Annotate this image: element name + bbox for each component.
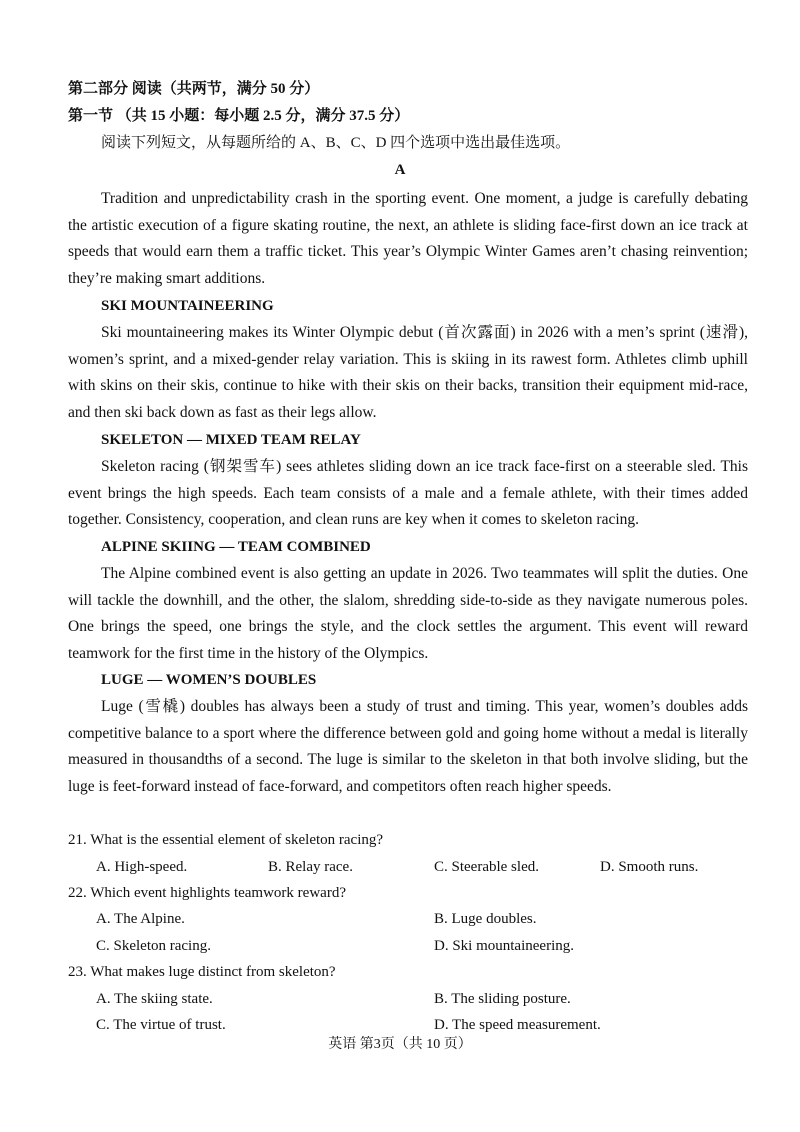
- page-footer: 英语 第3页（共 10 页）: [328, 1037, 472, 1052]
- question-22-option-c[interactable]: C. Skeleton racing.: [96, 938, 211, 954]
- question-23-stem: 23. What makes luge distinct from skeleton?: [68, 964, 336, 980]
- question-22-option-d[interactable]: D. Ski mountaineering.: [434, 938, 574, 954]
- part-title: 第二部分 阅读（共两节，满分 50 分）: [68, 81, 320, 97]
- question-21-option-a[interactable]: A. High-speed.: [96, 859, 188, 875]
- section-heading-luge: LUGE — WOMEN’S DOUBLES: [101, 672, 317, 688]
- question-23-option-b[interactable]: B. The sliding posture.: [434, 991, 571, 1007]
- section-heading-skeleton: SKELETON — MIXED TEAM RELAY: [101, 432, 361, 448]
- passage-intro: Tradition and unpredictability crash in the sporting event. One moment, a judge is carefully debating the artistic execution of a figure skating routine, the next, an athlete is sliding face-first down an ice track at speeds that would earn them a traffic ticket. This year’s Olympic Winter Games aren’t chasing reinvention; they’re making smart additions.: [68, 190, 748, 288]
- section-heading-alpine-skiing: ALPINE SKIING — TEAM COMBINED: [101, 539, 371, 555]
- passage-label: A: [394, 162, 406, 178]
- instructions: 阅读下列短文，从每题所给的 A、B、C、D 四个选项中选出最佳选项。: [101, 135, 571, 151]
- subsection-title: 第一节 （共 15 小题：每小题 2.5 分，满分 37.5 分）: [68, 108, 410, 124]
- section-body-ski-mountaineering: Ski mountaineering makes its Winter Olympic debut (首次露面) in 2026 with a men’s sprint (速滑), women’s sprint, and a mixed-gender relay variation. This is skiing in its rawest form. Athletes climb uphill with skins on their skis, continue to hike with their skis on their backs, transition their equipment mid-race, and then ski back down as fast as their legs allow.: [68, 324, 748, 422]
- section-body-block: [68, 694, 748, 801]
- question-23-option-d[interactable]: D. The speed measurement.: [434, 1017, 601, 1033]
- section-body-block: [68, 561, 748, 668]
- section-body-block: [68, 320, 748, 427]
- question-23-option-a[interactable]: A. The skiing state.: [96, 991, 213, 1007]
- question-21-option-b[interactable]: B. Relay race.: [268, 859, 353, 875]
- question-21-option-d[interactable]: D. Smooth runs.: [600, 859, 699, 875]
- passage-intro-block: [68, 186, 748, 293]
- question-22-option-b[interactable]: B. Luge doubles.: [434, 911, 537, 927]
- question-22-stem: 22. Which event highlights teamwork reward?: [68, 885, 346, 901]
- section-body-alpine-skiing: The Alpine combined event is also getting an update in 2026. Two teammates will split the duties. One will tackle the downhill, and the other, the slalom, shredding side-to-side as they navigate numerous poles. One brings the speed, one brings the style, and the clock settles the argument. This event will reward teamwork for the first time in the history of the Olympics.: [68, 565, 748, 663]
- section-heading-ski-mountaineering: SKI MOUNTAINEERING: [101, 298, 274, 314]
- question-21-stem: 21. What is the essential element of skeleton racing?: [68, 832, 384, 848]
- question-23-option-c[interactable]: C. The virtue of trust.: [96, 1017, 226, 1033]
- section-body-block: [68, 454, 748, 534]
- section-body-luge: Luge (雪橇) doubles has always been a study of trust and timing. This year, women’s doubles adds competitive balance to a sport where the difference between gold and going home without a medal is literally measured in thousandths of a second. The luge is similar to the skeleton in that both involve sliding, but the luge is feet-forward instead of face-forward, and competitors often reach higher speeds.: [68, 698, 748, 796]
- question-21-option-c[interactable]: C. Steerable sled.: [434, 859, 539, 875]
- question-22-option-a[interactable]: A. The Alpine.: [96, 911, 185, 927]
- section-body-skeleton: Skeleton racing (钢架雪车) sees athletes sliding down an ice track face-first on a steerable sled. This event brings the high speeds. Each team consists of a male and a female athlete, with their times added together. Consistency, cooperation, and clean runs are key when it comes to skeleton racing.: [68, 458, 748, 529]
